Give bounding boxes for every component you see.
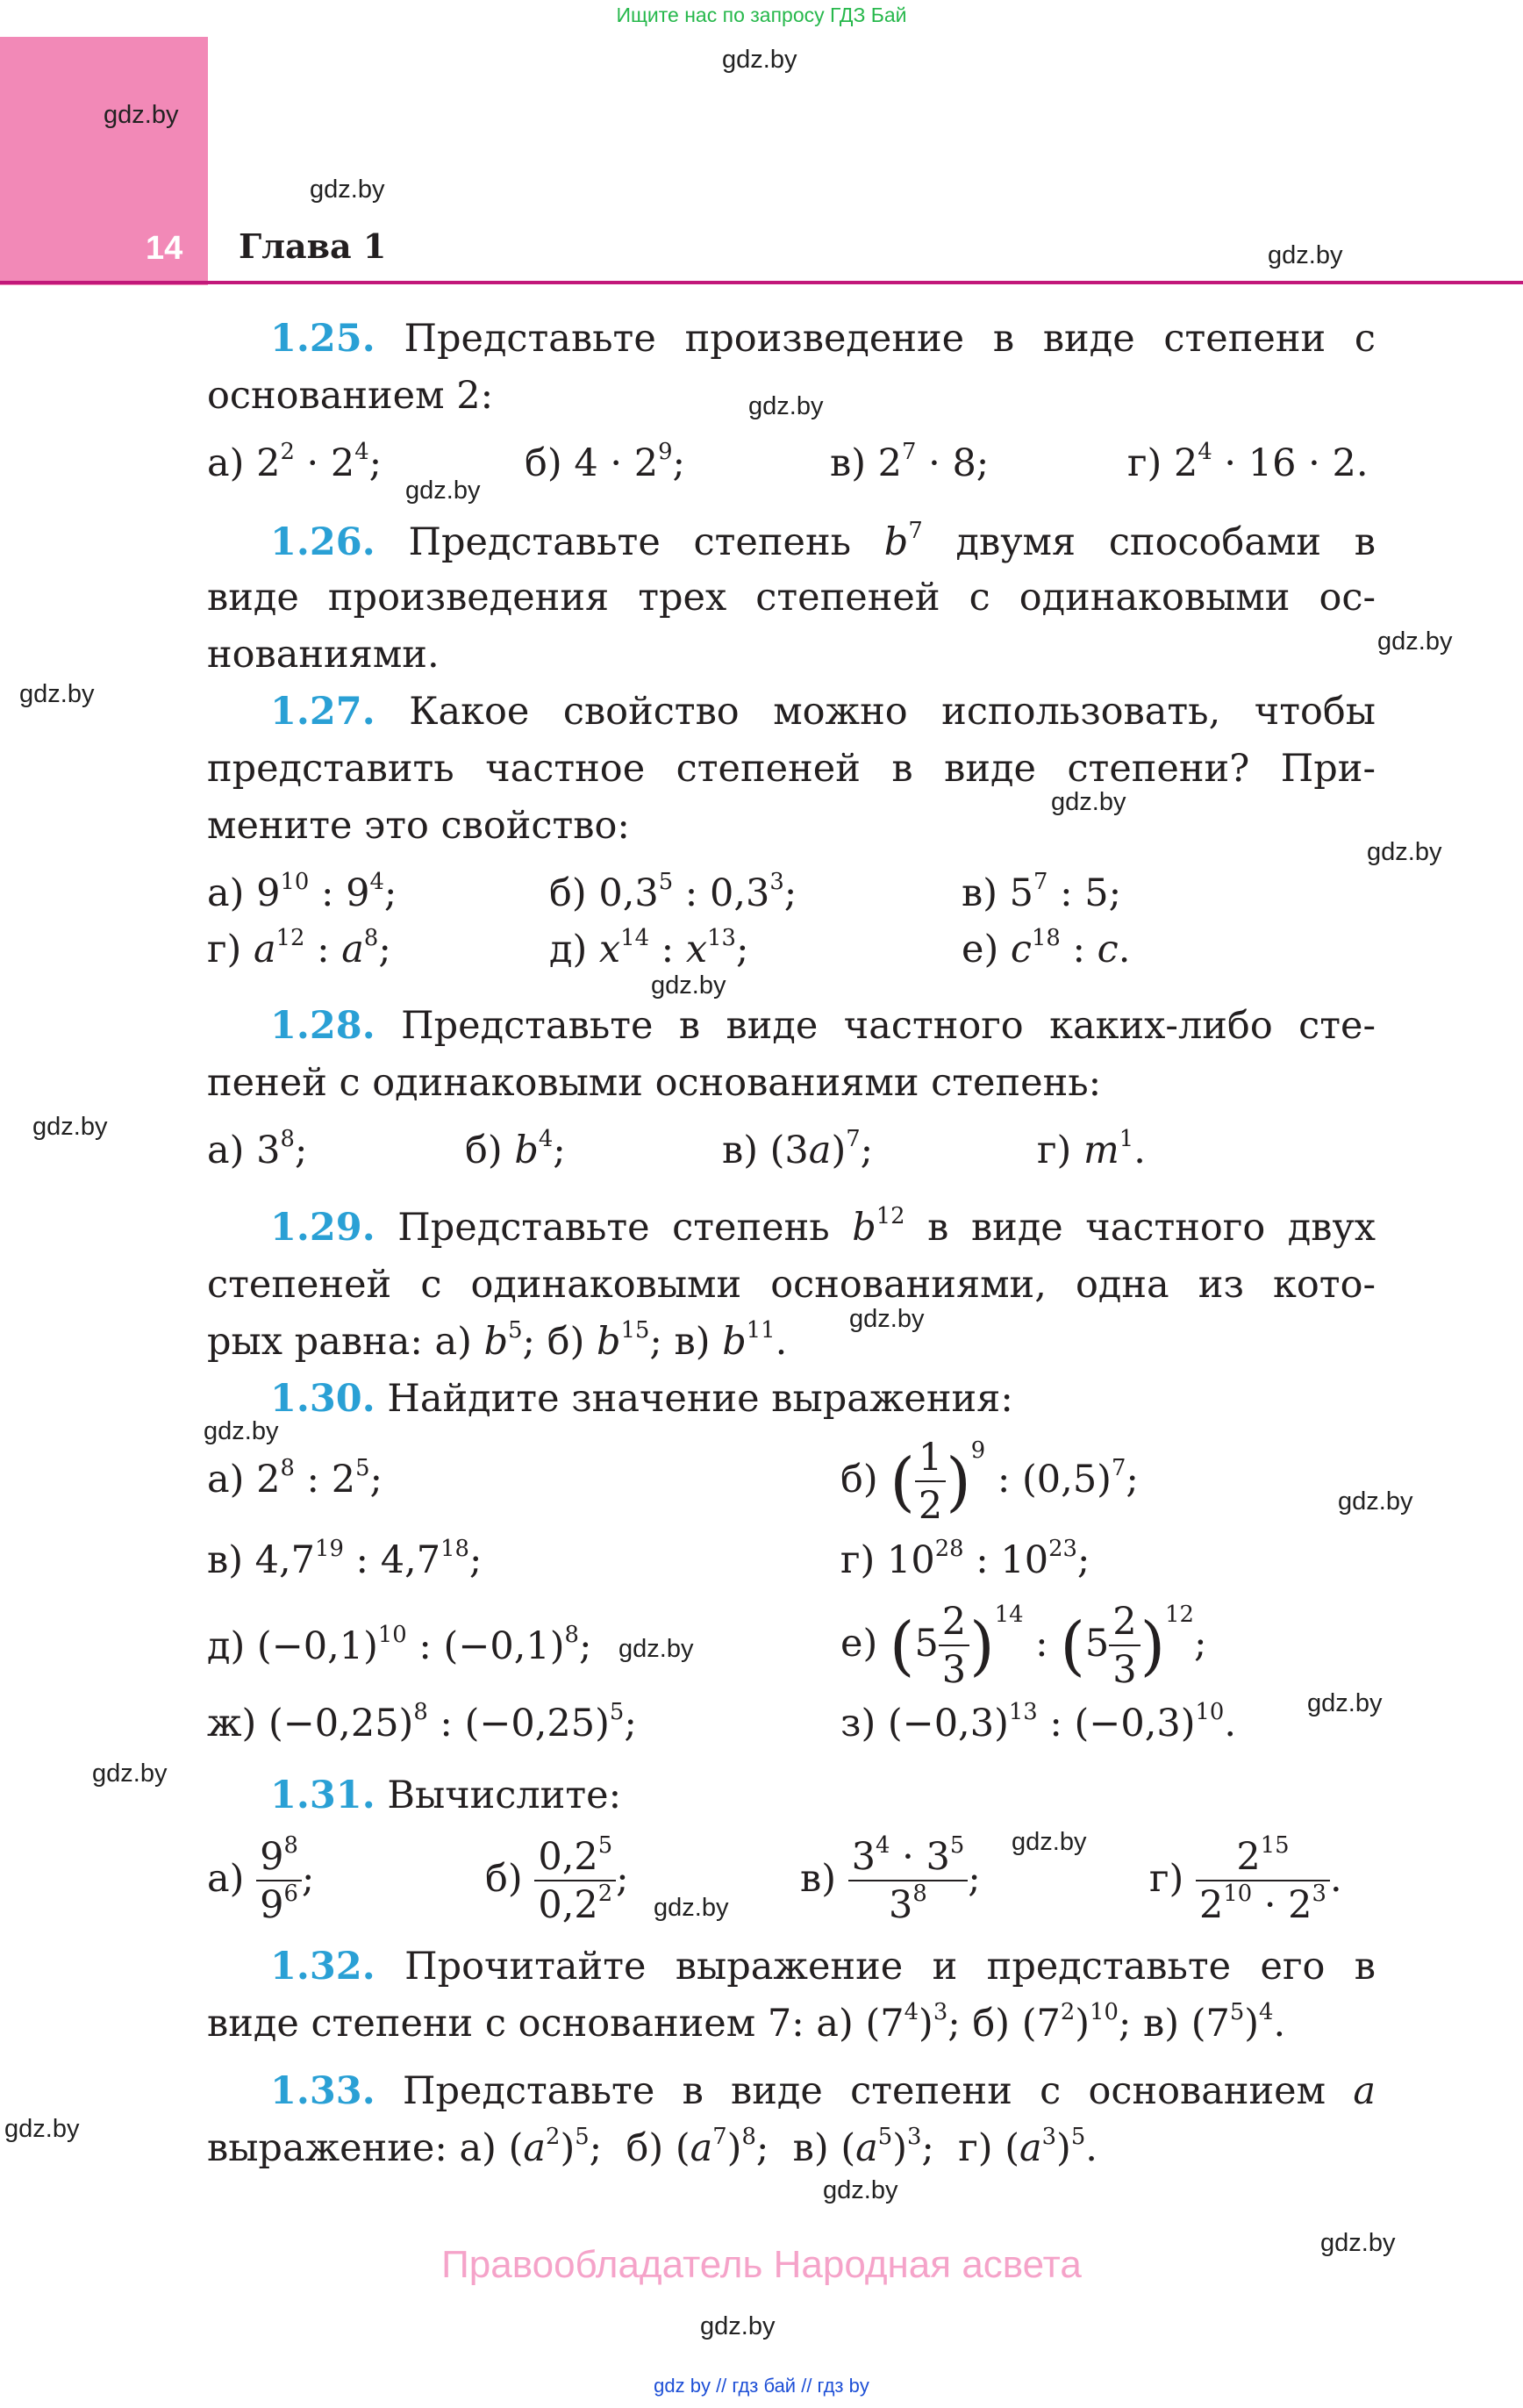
problem-1-29-line-2: степеней с одинаковыми основаниями, одна из кото- [207, 1263, 1376, 1307]
problem-1-30-b: б) ( $\frac{1}{2}$ )$^9$ : $(0,5)^7$; [840, 1436, 1139, 1528]
watermark: gdz.by [849, 1305, 925, 1333]
problem-1-27-e: д) $x^{14}$ : $x^{13}$; [549, 924, 749, 971]
problem-1-28-c: в) $(3a)^7$; [722, 1125, 874, 1172]
problem-1-25-c: в) $2^7 \cdot 8$; [830, 438, 990, 485]
watermark: gdz.by [1320, 2229, 1396, 2257]
problem-1-26-line-3: нованиями. [207, 633, 440, 677]
rights-holder: Правообладатель Народная асвета [441, 2243, 1082, 2286]
problem-1-33-line-2: выражение: а) $(a^2)^5$; б) $(a^7)^8$; в) $(a^5)^3$; г) $(a^3)^5$. [207, 2123, 1098, 2170]
problem-1-27-line-1: 1.27. Какое свойство можно использовать, чтобы [270, 690, 1376, 734]
problem-1-26-line-1: 1.26. Представьте степень $b^7$ двумя способами в [270, 517, 1376, 564]
problem-1-27-line-3: мените это свойство: [207, 804, 630, 848]
watermark: gdz.by [618, 1635, 694, 1663]
watermark: gdz.by [1012, 1828, 1087, 1856]
watermark: gdz.by [1338, 1487, 1413, 1516]
problem-1-28-a: а) $3^8$; [207, 1125, 308, 1172]
watermark: gdz.by [405, 477, 481, 505]
problem-1-30-f: е) (5 $\frac{2}{3}$ )$^{14}$ : (5 $\frac{2}{3}$ )$^{12}$; [840, 1600, 1207, 1692]
problem-1-33-line-1: 1.33. Представьте в виде степени с основанием a [270, 2069, 1376, 2113]
problem-1-31-d: г) $\frac{2^{15}}{2^{10} \cdot 2^3}$ . [1149, 1831, 1342, 1927]
top-note: Ищите нас по запросу ГДЗ Бай [616, 4, 907, 26]
page-number: 14 [146, 230, 183, 267]
watermark: gdz.by [700, 2312, 776, 2340]
problem-1-28-line-1: 1.28. Представьте в виде частного каких-либо сте- [270, 1004, 1376, 1048]
problem-1-25-b: б) $4 \cdot 2^9$; [525, 438, 685, 485]
problem-1-27-c: в) $5^7$ : 5; [962, 868, 1122, 915]
chapter-title: Глава 1 [239, 226, 387, 266]
watermark: gdz.by [92, 1759, 168, 1788]
problem-1-25-a: а) $2^2 \cdot 2^4$; [207, 438, 383, 485]
problem-1-29-line-1: 1.29. Представьте степень $b^{12}$ в виде частного двух [270, 1202, 1376, 1250]
watermark: gdz.by [19, 680, 95, 708]
problem-1-32-line-1: 1.32. Прочитайте выражение и представьте его в [270, 1945, 1376, 1989]
problem-1-25-d: г) $2^4 \cdot 16 \cdot 2$. [1127, 438, 1369, 485]
watermark: gdz.by [1307, 1689, 1383, 1717]
problem-1-27-b: б) $0,3^5$ : $0,3^3$; [549, 868, 797, 915]
watermark: gdz.by [654, 1894, 729, 1922]
problem-1-30-h: з) $(-0,3)^{13}$ : $(-0,3)^{10}$. [840, 1698, 1236, 1745]
watermark: gdz.by [4, 2115, 80, 2143]
problem-1-27-line-2: представить частное степеней в виде степени? При- [207, 747, 1376, 791]
problem-1-30-d: г) $10^{28}$ : $10^{23}$; [840, 1535, 1090, 1582]
header-rule [0, 281, 1523, 284]
problem-1-31-line-1: 1.31. Вычислите: [270, 1774, 622, 1817]
problem-1-27-f: е) $c^{18}$ : c. [962, 924, 1131, 971]
problem-1-30-g: ж) $(-0,25)^8$ : $(-0,25)^5$; [207, 1698, 637, 1745]
problem-1-28-line-2: пеней с одинаковыми основаниями степень: [207, 1061, 1102, 1105]
problem-1-31-a: а) $\frac{9^8}{9^6}$ ; [207, 1831, 315, 1927]
problem-1-28-d: г) $m^1$. [1037, 1125, 1146, 1172]
watermark: gdz.by [204, 1417, 279, 1445]
watermark: gdz.by [1367, 838, 1442, 866]
problem-1-30-a: а) $2^8$ : $2^5$; [207, 1454, 383, 1501]
problem-1-31-c: в) $\frac{3^4 \cdot 3^5}{3^8}$ ; [800, 1831, 981, 1927]
watermark: gdz.by [1268, 241, 1343, 269]
problem-1-28-b: б) $b^4$; [465, 1125, 566, 1172]
problem-1-30-line-1: 1.30. Найдите значение выражения: [270, 1377, 1013, 1421]
watermark: gdz.by [104, 101, 179, 129]
problem-1-29-line-3: рых равна: а) $b^5$; б) $b^{15}$; в) $b^{11}$. [207, 1316, 788, 1364]
problem-1-25-line-1: 1.25. Представьте произведение в виде степени с [270, 317, 1376, 361]
problem-1-27-a: а) $9^{10}$ : $9^4$; [207, 868, 397, 915]
watermark: gdz.by [1377, 627, 1453, 656]
watermark: gdz.by [748, 392, 824, 420]
problem-1-25-line-2: основанием 2: [207, 374, 494, 418]
bottom-links[interactable]: gdz by // гдз бай // гдз by [654, 2375, 869, 2397]
problem-1-27-d: г) $a^{12}$ : $a^8$; [207, 924, 391, 971]
problem-1-31-b: б) $\frac{0,2^5}{0,2^2}$ ; [485, 1831, 629, 1927]
watermark: gdz.by [651, 971, 726, 1000]
problem-1-30-e: д) $(-0,1)^{10}$ : $(-0,1)^8$; [207, 1621, 592, 1668]
watermark: gdz.by [722, 46, 797, 74]
watermark: gdz.by [310, 176, 385, 204]
watermark: gdz.by [32, 1113, 108, 1141]
problem-1-30-c: в) $4,7^{19}$ : $4,7^{18}$; [207, 1535, 483, 1582]
watermark: gdz.by [823, 2176, 898, 2204]
problem-1-26-line-2: виде произведения трех степеней с одинаковыми ос- [207, 576, 1376, 620]
watermark: gdz.by [1051, 788, 1126, 816]
problem-1-32-line-2: виде степени с основанием 7: а) $(7^4)^3$; б) $(7^2)^{10}$; в) $(7^5)^4$. [207, 1998, 1286, 2046]
